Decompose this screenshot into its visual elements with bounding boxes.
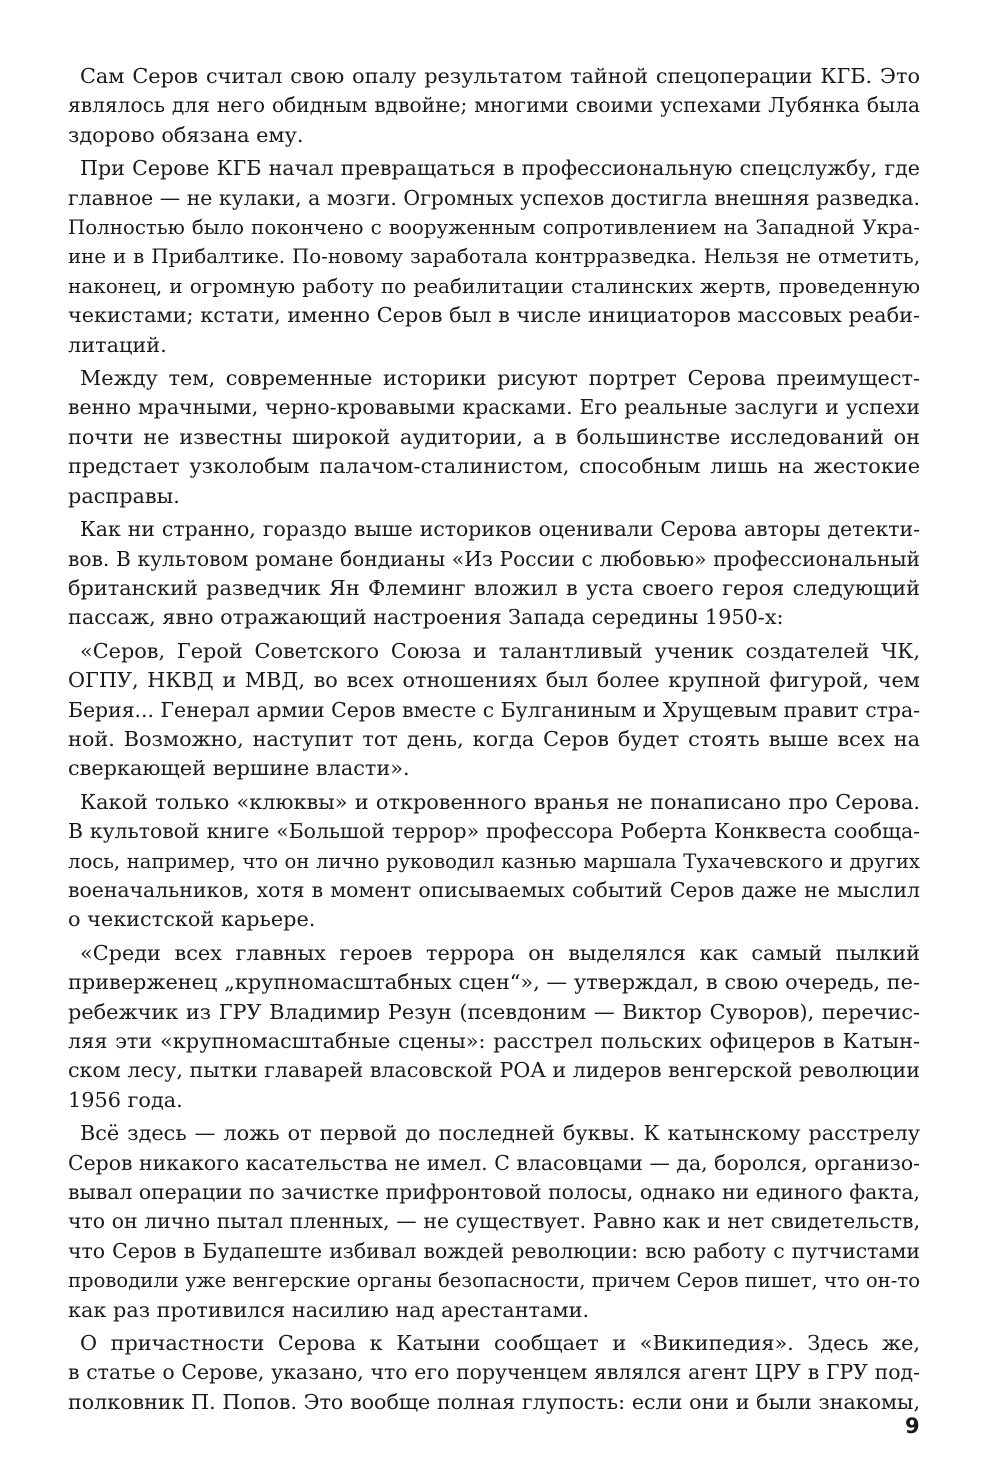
text-line: как раз противился насилию над арестантами.: [68, 1297, 590, 1322]
text-line: Серов никакого касательства не имел. С власовцами — да, боролся, организо-: [68, 1150, 920, 1175]
text-line: пассаж, явно отражающий настроения Запада середины 1950-х:: [68, 605, 784, 630]
body-text: [68, 62, 920, 1421]
paragraph: [68, 154, 920, 360]
text-line: О причастности Серова к Катыни сообщает и «Википедия». Здесь же,: [80, 1331, 920, 1356]
text-line: что Серов в Будапеште избивал вождей революции: всю работу с путчистами: [68, 1238, 920, 1263]
text-line: При Серове КГБ начал превращаться в профессиональную спецслужбу, где: [80, 156, 920, 181]
text-line: Какой только «клюквы» и откровенного вранья не понаписано про Серова.: [80, 789, 920, 814]
text-line: ляя эти «крупномасштабные сцены»: расстрел польских офицеров в Катын-: [68, 1029, 920, 1053]
paragraph: [68, 1329, 920, 1417]
text-line: «Среди всех главных героев террора он выделялся как самый пылкий: [80, 940, 920, 965]
page-number: 9: [905, 1414, 920, 1438]
quote-paragraph: [68, 637, 920, 784]
text-line: почти не известны широкой аудитории, а в большинстве исследований он: [68, 424, 920, 449]
text-line: Как ни странно, гораздо выше историков оценивали Серова авторы детекти-: [80, 517, 920, 542]
text-line: военачальников, хотя в момент описываемых событий Серов даже не мыслил: [68, 877, 920, 902]
paragraph: [68, 364, 920, 511]
paragraph: [68, 1119, 920, 1325]
quote-paragraph: [68, 939, 920, 1115]
paragraph: [68, 62, 920, 150]
text-line: ском лесу, пытки главарей власовской РОА и лидеров венгерской революции: [68, 1058, 920, 1083]
text-line: ине и в Прибалтике. По-новому заработала контрразведка. Нельзя не отметить,: [68, 245, 920, 269]
text-line: лось, например, что он лично руководил казнью маршала Тухачевского и других: [68, 849, 920, 873]
text-line: ОГПУ, НКВД и МВД, во всех отношениях был более крупной фигурой, чем: [68, 668, 920, 693]
text-line: британский разведчик Ян Флеминг вложил в уста своего героя следующий: [68, 575, 920, 600]
paragraph: [68, 788, 920, 935]
text-line: в статье о Серове, указано, что его порученцем являлся агент ЦРУ в ГРУ под-: [68, 1360, 920, 1385]
text-line: полковник П. Попов. Это вообще полная глупость: если они и были знакомы,: [68, 1389, 920, 1414]
text-line: здорово обязана ему.: [68, 122, 304, 147]
text-line: предстает узколобым палачом-сталинистом, способным лишь на жестокие: [68, 454, 920, 479]
text-line: ной. Возможно, наступит тот день, когда Серов будет стоять выше всех на: [68, 726, 920, 751]
text-line: «Серов, Герой Советского Союза и талантливый ученик создателей ЧК,: [80, 638, 920, 663]
text-line: Сам Серов считал свою опалу результатом тайной спецоперации КГБ. Это: [80, 64, 920, 88]
text-line: венно мрачными, черно-кровавыми красками. Его реальные заслуги и успехи: [68, 395, 920, 420]
text-line: Между тем, современные историки рисуют портрет Серова преимущест-: [80, 366, 920, 391]
text-line: вывал операции по зачистке прифронтовой полосы, однако ни единого факта,: [68, 1180, 920, 1205]
text-line: приверженец „крупномасштабных сцен“», — утверждал, в свою очередь, пе-: [68, 970, 920, 995]
text-line: главное — не кулаки, а мозги. Огромных успехов достигла внешняя разведка.: [68, 185, 920, 210]
text-line: чекистами; кстати, именно Серов был в числе инициаторов массовых реаби-: [68, 303, 920, 328]
text-line: наконец, и огромную работу по реабилитации сталинских жертв, проведенную: [68, 273, 920, 298]
paragraph: [68, 515, 920, 633]
text-line: являлось для него обидным вдвойне; многими своими успехами Лубянка была: [68, 93, 920, 118]
text-line: что он лично пытал пленных, — не существует. Равно как и нет свидетельств,: [68, 1209, 920, 1234]
text-line: вов. В культовом романе бондианы «Из России с любовью» профессиональный: [68, 546, 920, 571]
text-line: о чекистской карьере.: [68, 907, 316, 932]
text-line: расправы.: [68, 483, 180, 508]
text-line: сверкающей вершине власти».: [68, 756, 410, 781]
text-line: проводили уже венгерские органы безопасности, причем Серов пишет, что он-то: [68, 1269, 920, 1293]
text-line: Полностью было покончено с вооруженным сопротивлением на Западной Укра-: [68, 216, 920, 240]
text-line: Берия... Генерал армии Серов вместе с Булганиным и Хрущевым правит стра-: [68, 697, 920, 722]
text-line: 1956 года.: [68, 1087, 183, 1112]
text-line: литаций.: [68, 332, 167, 357]
text-line: Всё здесь — ложь от первой до последней буквы. К катынскому расстрелу: [80, 1121, 920, 1146]
text-line: ребежчик из ГРУ Владимир Резун (псевдоним — Виктор Суворов), перечис-: [68, 999, 920, 1024]
text-line: В культовой книге «Большой террор» профессора Роберта Конквеста сообща-: [68, 819, 920, 844]
